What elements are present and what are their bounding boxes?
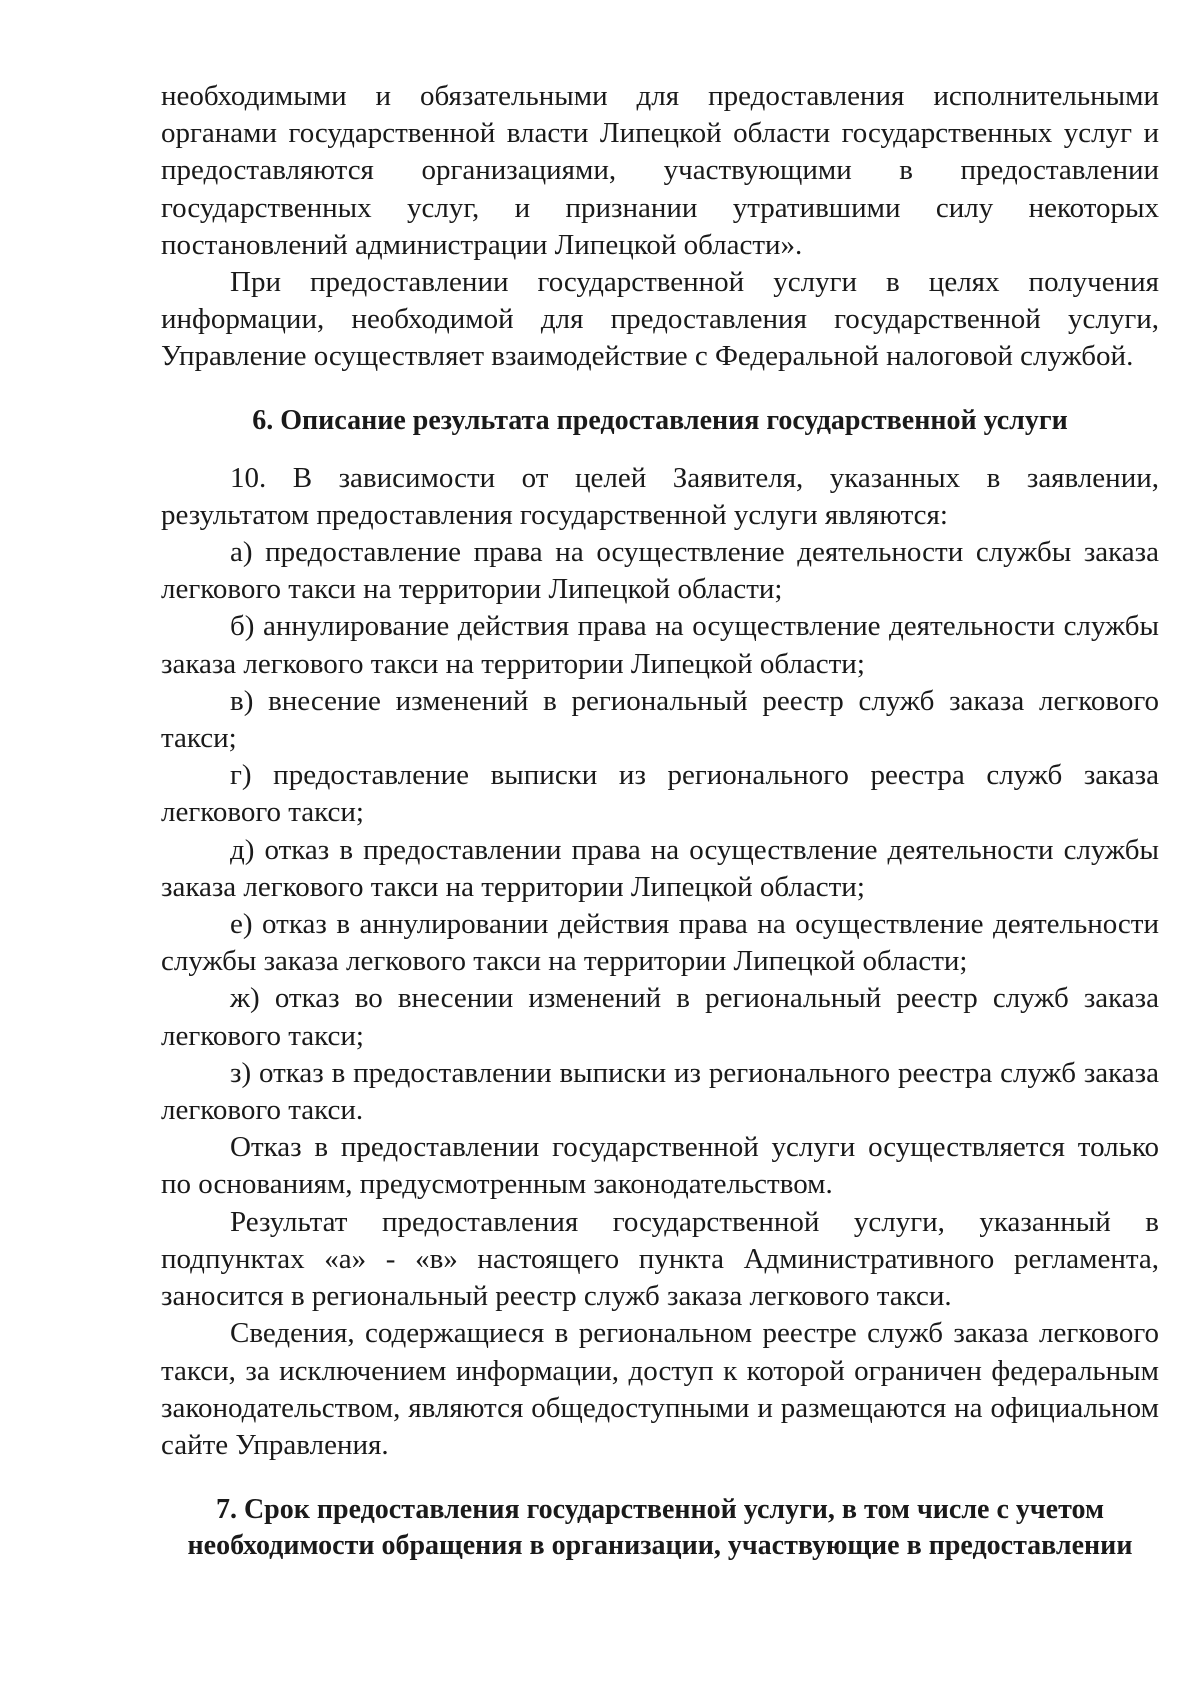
list-item-d: д) отказ в предоставлении права на осуществление деятельности службы заказа легкового такси на территории Липецкой области; [161,833,1159,903]
paragraph-public-info: Сведения, содержащиеся в региональном реестре служб заказа легкового такси, за исключением информации, доступ к которой ограничен федеральным законодательством, являются общедоступными и размещаются на официальном сайте Управления. [161,1317,1159,1461]
section-7-heading-line-1: 7. Срок предоставления государственной услуги, в том числе с учетом [215,1494,1105,1526]
paragraph-result-registry: Результат предоставления государственной услуги, указанный в подпунктах «а» - «в» настоящего пункта Административного регламента, заносится в региональный реестр служб заказа легкового такси. [161,1205,1159,1313]
list-item-zh: ж) отказ во внесении изменений в региональный реестр служб заказа легкового такси; [161,982,1159,1052]
list-item-v: в) внесение изменений в региональный реестр служб заказа легкового такси; [161,684,1159,755]
list-item-z: з) отказ в предоставлении выписки из регионального реестра служб заказа легкового такси. [161,1056,1159,1127]
paragraph-interaction: При предоставлении государственной услуги в целях получения информации, необходимой для предоставления государственной услуги, Управление осуществляет взаимодействие с Федеральной налоговой службой. [161,266,1159,373]
paragraph-continuation: необходимыми и обязательными для предоставления исполнительными органами государственной власти Липецкой области государственных услуг и предоставляются организациями, участвующими в предоставлении государственных услуг, и признании утратившими силу некоторых постановлений администрации Липецкой области». [161,80,1159,261]
list-item-b: б) аннулирование действия права на осуществление деятельности службы заказа легкового такси на территории Липецкой области; [161,610,1159,680]
document-page [161,78,1159,1564]
section-7-heading-line-2: необходимости обращения в организации, участвующие в предоставлении [187,1530,1133,1562]
list-item-g: г) предоставление выписки из регионального реестра служб заказа легкового такси; [161,759,1159,829]
section-6-intro: 10. В зависимости от целей Заявителя, указанных в заявлении, результатом предоставления государственной услуги являются: [161,461,1159,531]
section-6-heading: 6. Описание результата предоставления государственной услуги [252,404,1068,436]
list-item-e: е) отказ в аннулировании действия права на осуществление деятельности службы заказа легкового такси на территории Липецкой области; [161,908,1159,978]
paragraph-refusal: Отказ в предоставлении государственной услуги осуществляется только по основаниям, предусмотренным законодательством. [161,1131,1159,1201]
list-item-a: а) предоставление права на осуществление деятельности службы заказа легкового такси на территории Липецкой области; [161,536,1159,606]
